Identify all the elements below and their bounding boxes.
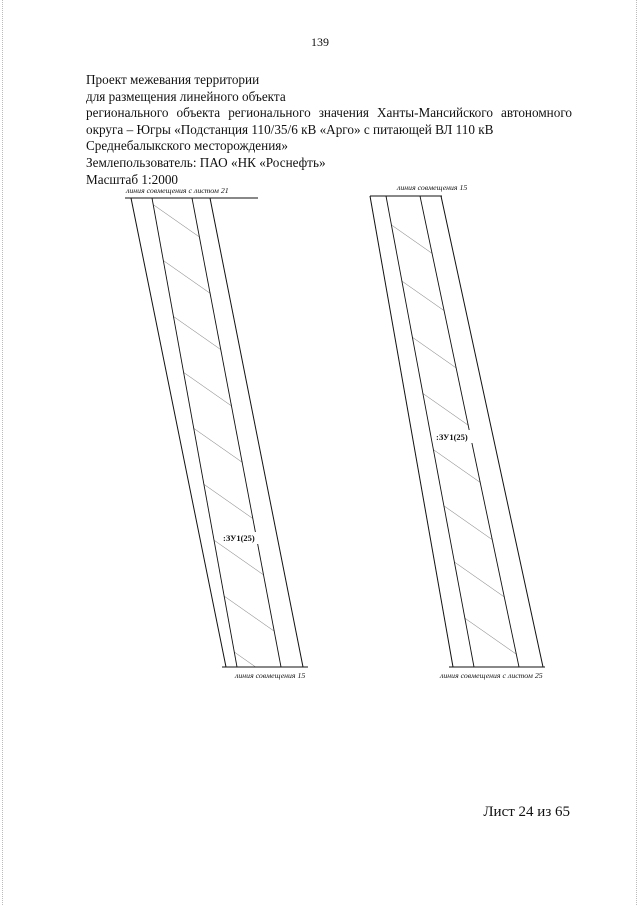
right-strip-drawing (370, 183, 545, 680)
right-bottom-note: линия совмещения с листом 25 (440, 671, 543, 680)
left-hatched-parcel (152, 198, 281, 667)
header-line-6: Землепользователь: ПАО «НК «Роснефть» (86, 154, 326, 170)
left-parcel-label: :ЗУ1(25) (223, 533, 255, 543)
right-top-note: линия совмещения 15 (397, 183, 468, 192)
left-top-note: линия совмещения с листом 21 (126, 186, 229, 195)
right-parcel-label: :ЗУ1(25) (436, 432, 468, 442)
header-line-7: Масштаб 1:2000 (86, 171, 179, 187)
sheet-counter: Лист 24 из 65 (483, 804, 570, 820)
left-strip-drawing (125, 186, 308, 680)
header-line-1: Проект межевания территории (86, 72, 260, 87)
header-line-4: округа – Югры «Подстанция 110/35/6 кВ «Арго» с питающей ВЛ 110 кВ (86, 121, 494, 137)
header-line-2: для размещения линейного объекта (86, 88, 286, 104)
header-line-3: регионального объекта регионального значения Ханты-Мансийского автономного (86, 105, 572, 121)
header-line-5: Среднебалыкского месторождения» (86, 138, 288, 154)
left-bottom-note: линия совмещения 15 (235, 671, 306, 680)
page-number: 139 (311, 35, 329, 49)
